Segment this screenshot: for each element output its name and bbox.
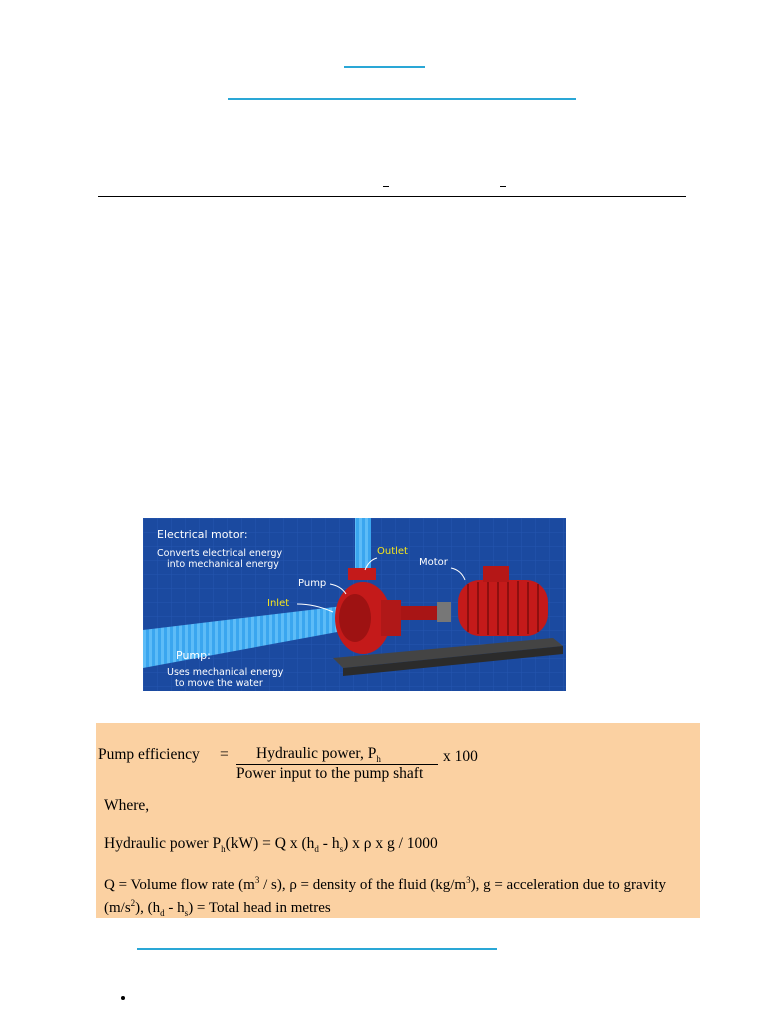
variable-definitions — [104, 871, 696, 922]
hyd-part-b: (kW) = Q x (h — [225, 835, 315, 852]
def-sup-2: 2 — [130, 898, 136, 908]
pump-illustration — [143, 518, 566, 691]
efficiency-label: Pump efficiency — [98, 746, 200, 763]
outlet-label: Outlet — [377, 546, 408, 557]
pump-shaft-housing — [401, 606, 437, 620]
multiplier: x 100 — [443, 748, 478, 765]
where-label: Where, — [104, 797, 150, 814]
numerator-text: Hydraulic power, P — [256, 745, 377, 762]
def-sup-3: 3 — [254, 875, 260, 885]
def-part-f: ) = Total head in metres — [188, 900, 331, 916]
pump-desc-line1: Uses mechanical energy — [167, 667, 284, 678]
def-sub-s: s — [184, 908, 189, 918]
pump-outlet-flange — [348, 568, 376, 580]
hyd-part-a: Hydraulic power P — [104, 835, 222, 852]
def-sup-3b: 3 — [466, 875, 471, 885]
dash-mark — [383, 186, 389, 187]
bullet-point — [121, 996, 125, 1000]
def-part-c: ), g = acceleration due to gravity (m/s — [104, 877, 667, 916]
efficiency-denominator: Power input to the pump shaft — [236, 765, 424, 782]
motor-desc-line1: Converts electrical energy — [157, 548, 283, 559]
equals-sign: = — [220, 746, 229, 763]
pump-diagram — [143, 518, 566, 691]
motor-body — [458, 580, 548, 636]
top-long-rule — [228, 98, 576, 100]
pump-casing-inner — [339, 594, 371, 642]
hyd-sub-h: h — [221, 844, 226, 855]
def-part-a: Q = Volume flow rate (m — [104, 877, 255, 893]
hyd-part-c: - h — [318, 835, 340, 852]
dash-mark — [500, 186, 506, 187]
efficiency-formula-box — [96, 723, 700, 918]
motor-label: Motor — [419, 557, 448, 568]
pump-bearing — [381, 600, 401, 636]
def-part-b: / s), ρ = density of the fluid (kg/m — [259, 877, 467, 893]
coupling — [437, 602, 451, 622]
motor-terminal-box — [483, 566, 509, 582]
pump-desc-line2: to move the water — [175, 678, 263, 689]
hyd-sub-d: d — [314, 844, 319, 855]
hyd-part-d: ) x ρ x g / 1000 — [343, 835, 438, 852]
inlet-label: Inlet — [267, 598, 290, 609]
numerator-subscript: h — [376, 754, 381, 765]
efficiency-numerator — [256, 746, 381, 764]
pump-heading: Pump: — [176, 649, 211, 662]
def-part-d: ), (h — [135, 900, 161, 916]
top-short-rule — [344, 66, 425, 68]
section-divider — [98, 196, 686, 197]
motor-heading: Electrical motor: — [157, 528, 248, 541]
hydraulic-power-formula — [104, 836, 438, 854]
hyd-sub-s: s — [339, 844, 344, 855]
outlet-water — [355, 518, 371, 570]
pump-label: Pump — [298, 578, 327, 589]
def-part-e: - h — [164, 900, 185, 916]
motor-desc-line2: into mechanical energy — [167, 559, 279, 570]
def-sub-d: d — [160, 908, 165, 918]
bottom-link-rule — [137, 948, 497, 950]
